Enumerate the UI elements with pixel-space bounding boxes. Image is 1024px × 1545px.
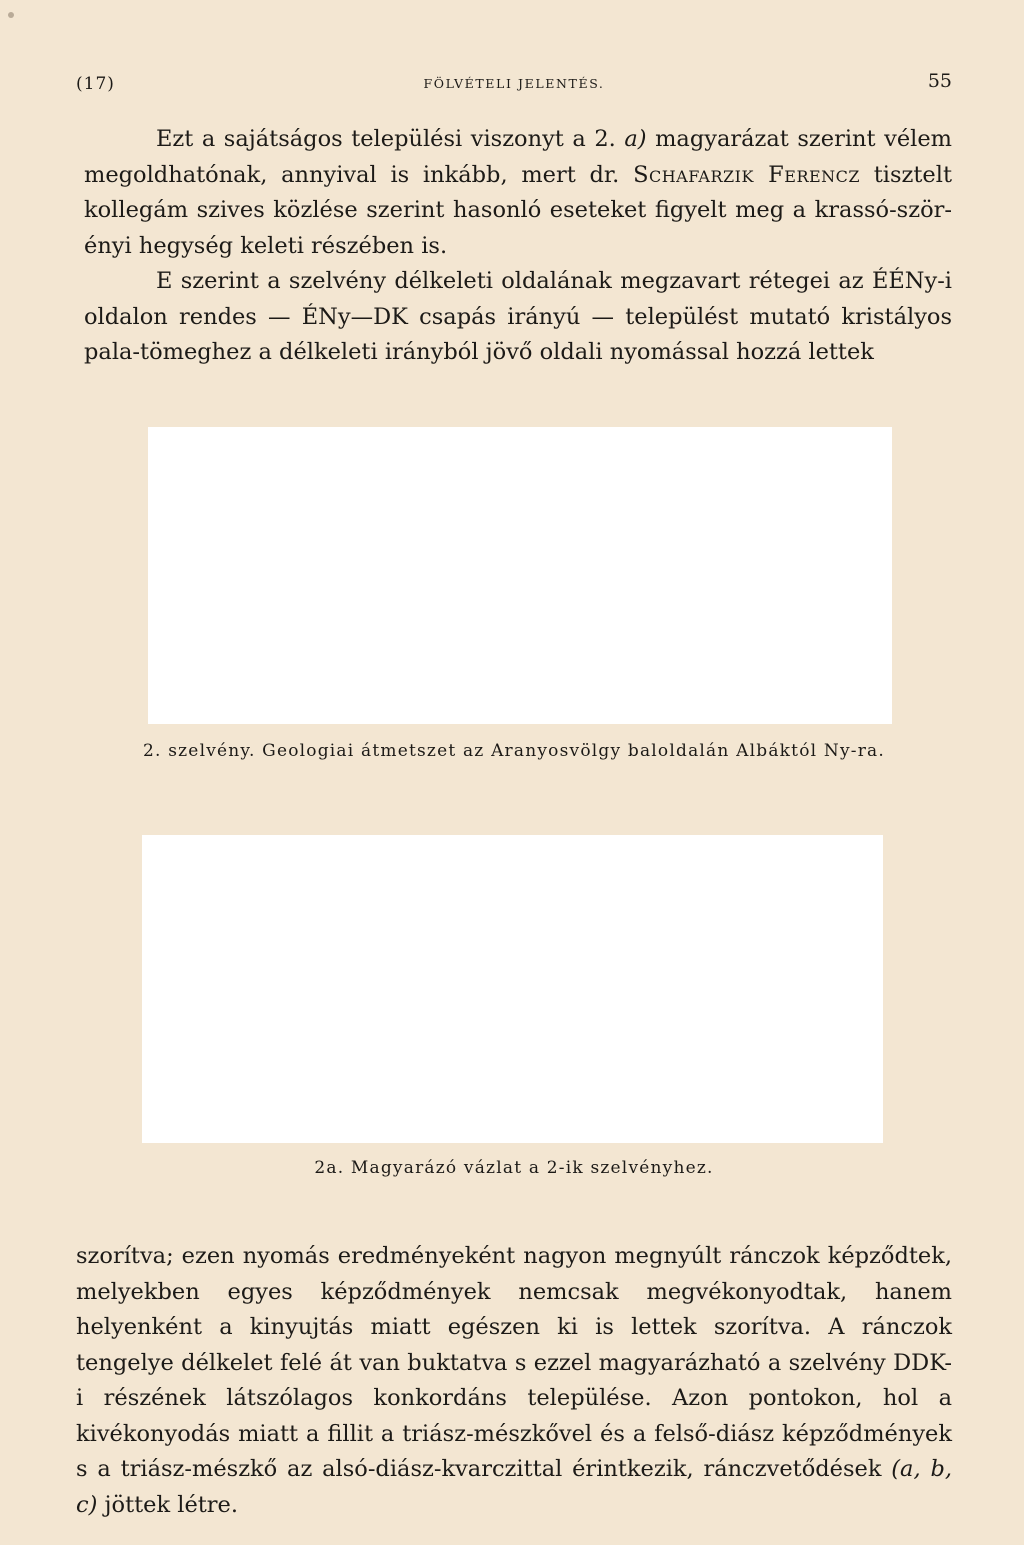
author-name: Schafarzik Ferencz <box>633 161 861 188</box>
figure-caption: 2. szelvény. Geologiai átmetszet az Aranyosvölgy baloldalán Albáktól Ny-ra. <box>143 741 885 761</box>
figure-sketch-image <box>142 835 883 1143</box>
scan-speck <box>8 12 14 18</box>
text-run: szorítva; ezen nyomás eredményeként nagyon megnyúlt ránczok képződtek, melyekben egyes képződmények nemcsak megvékonyodtak, hanem helyenként a kinyujtás miatt egészen ki is lettek szorítva. A ránczok tengelye délkelet felé át van buktatva s ezzel magyarázható a szelvény DDK-i részének látszólagos konkordáns települése. Azon pontokon, hol a kivékonyodás miatt a fillit a triász-mészkővel és a felső-diász képződmények s a triász-mészkő az alsó-diász-kvarczittal érintkezik, ránczvetődések <box>76 1243 952 1482</box>
text-run: Ezt a sajátságos települési viszonyt a 2. <box>156 126 625 152</box>
running-title: FÖLVÉTELI JELENTÉS. <box>423 76 605 91</box>
text-run: tisztelt kollegám szives közlése szerint hasonló eseteket figyelt meg a krassó-szörényi hegység keleti részében is. <box>84 161 952 259</box>
body-paragraph-1 <box>84 122 952 371</box>
figure-caption: 2a. Magyarázó vázlat a 2-ik szelvényhez. <box>314 1158 714 1178</box>
figure-cross-section-image <box>148 427 892 724</box>
running-header <box>76 68 952 98</box>
fault-labels: (a, b, c) <box>76 1456 952 1518</box>
figure-reference: a) <box>624 126 647 152</box>
text-run: jöttek létre. <box>97 1491 239 1518</box>
article-section-number: (17) <box>76 74 115 94</box>
page-number: 55 <box>927 70 952 92</box>
text-run: E szerint a szelvény délkeleti oldalának megzavart rétegei az ÉÉNy-i oldalon rendes — ÉNy—DK csapás irányú — települést mutató kristályos pala-tömeghez a délkeleti irányból jövő oldali nyomással hozzá lettek <box>84 268 952 365</box>
text-run: magyarázat szerint vélem megoldhatónak, annyival is inkább, mert dr. <box>84 126 952 188</box>
body-paragraph-2 <box>76 1239 952 1523</box>
